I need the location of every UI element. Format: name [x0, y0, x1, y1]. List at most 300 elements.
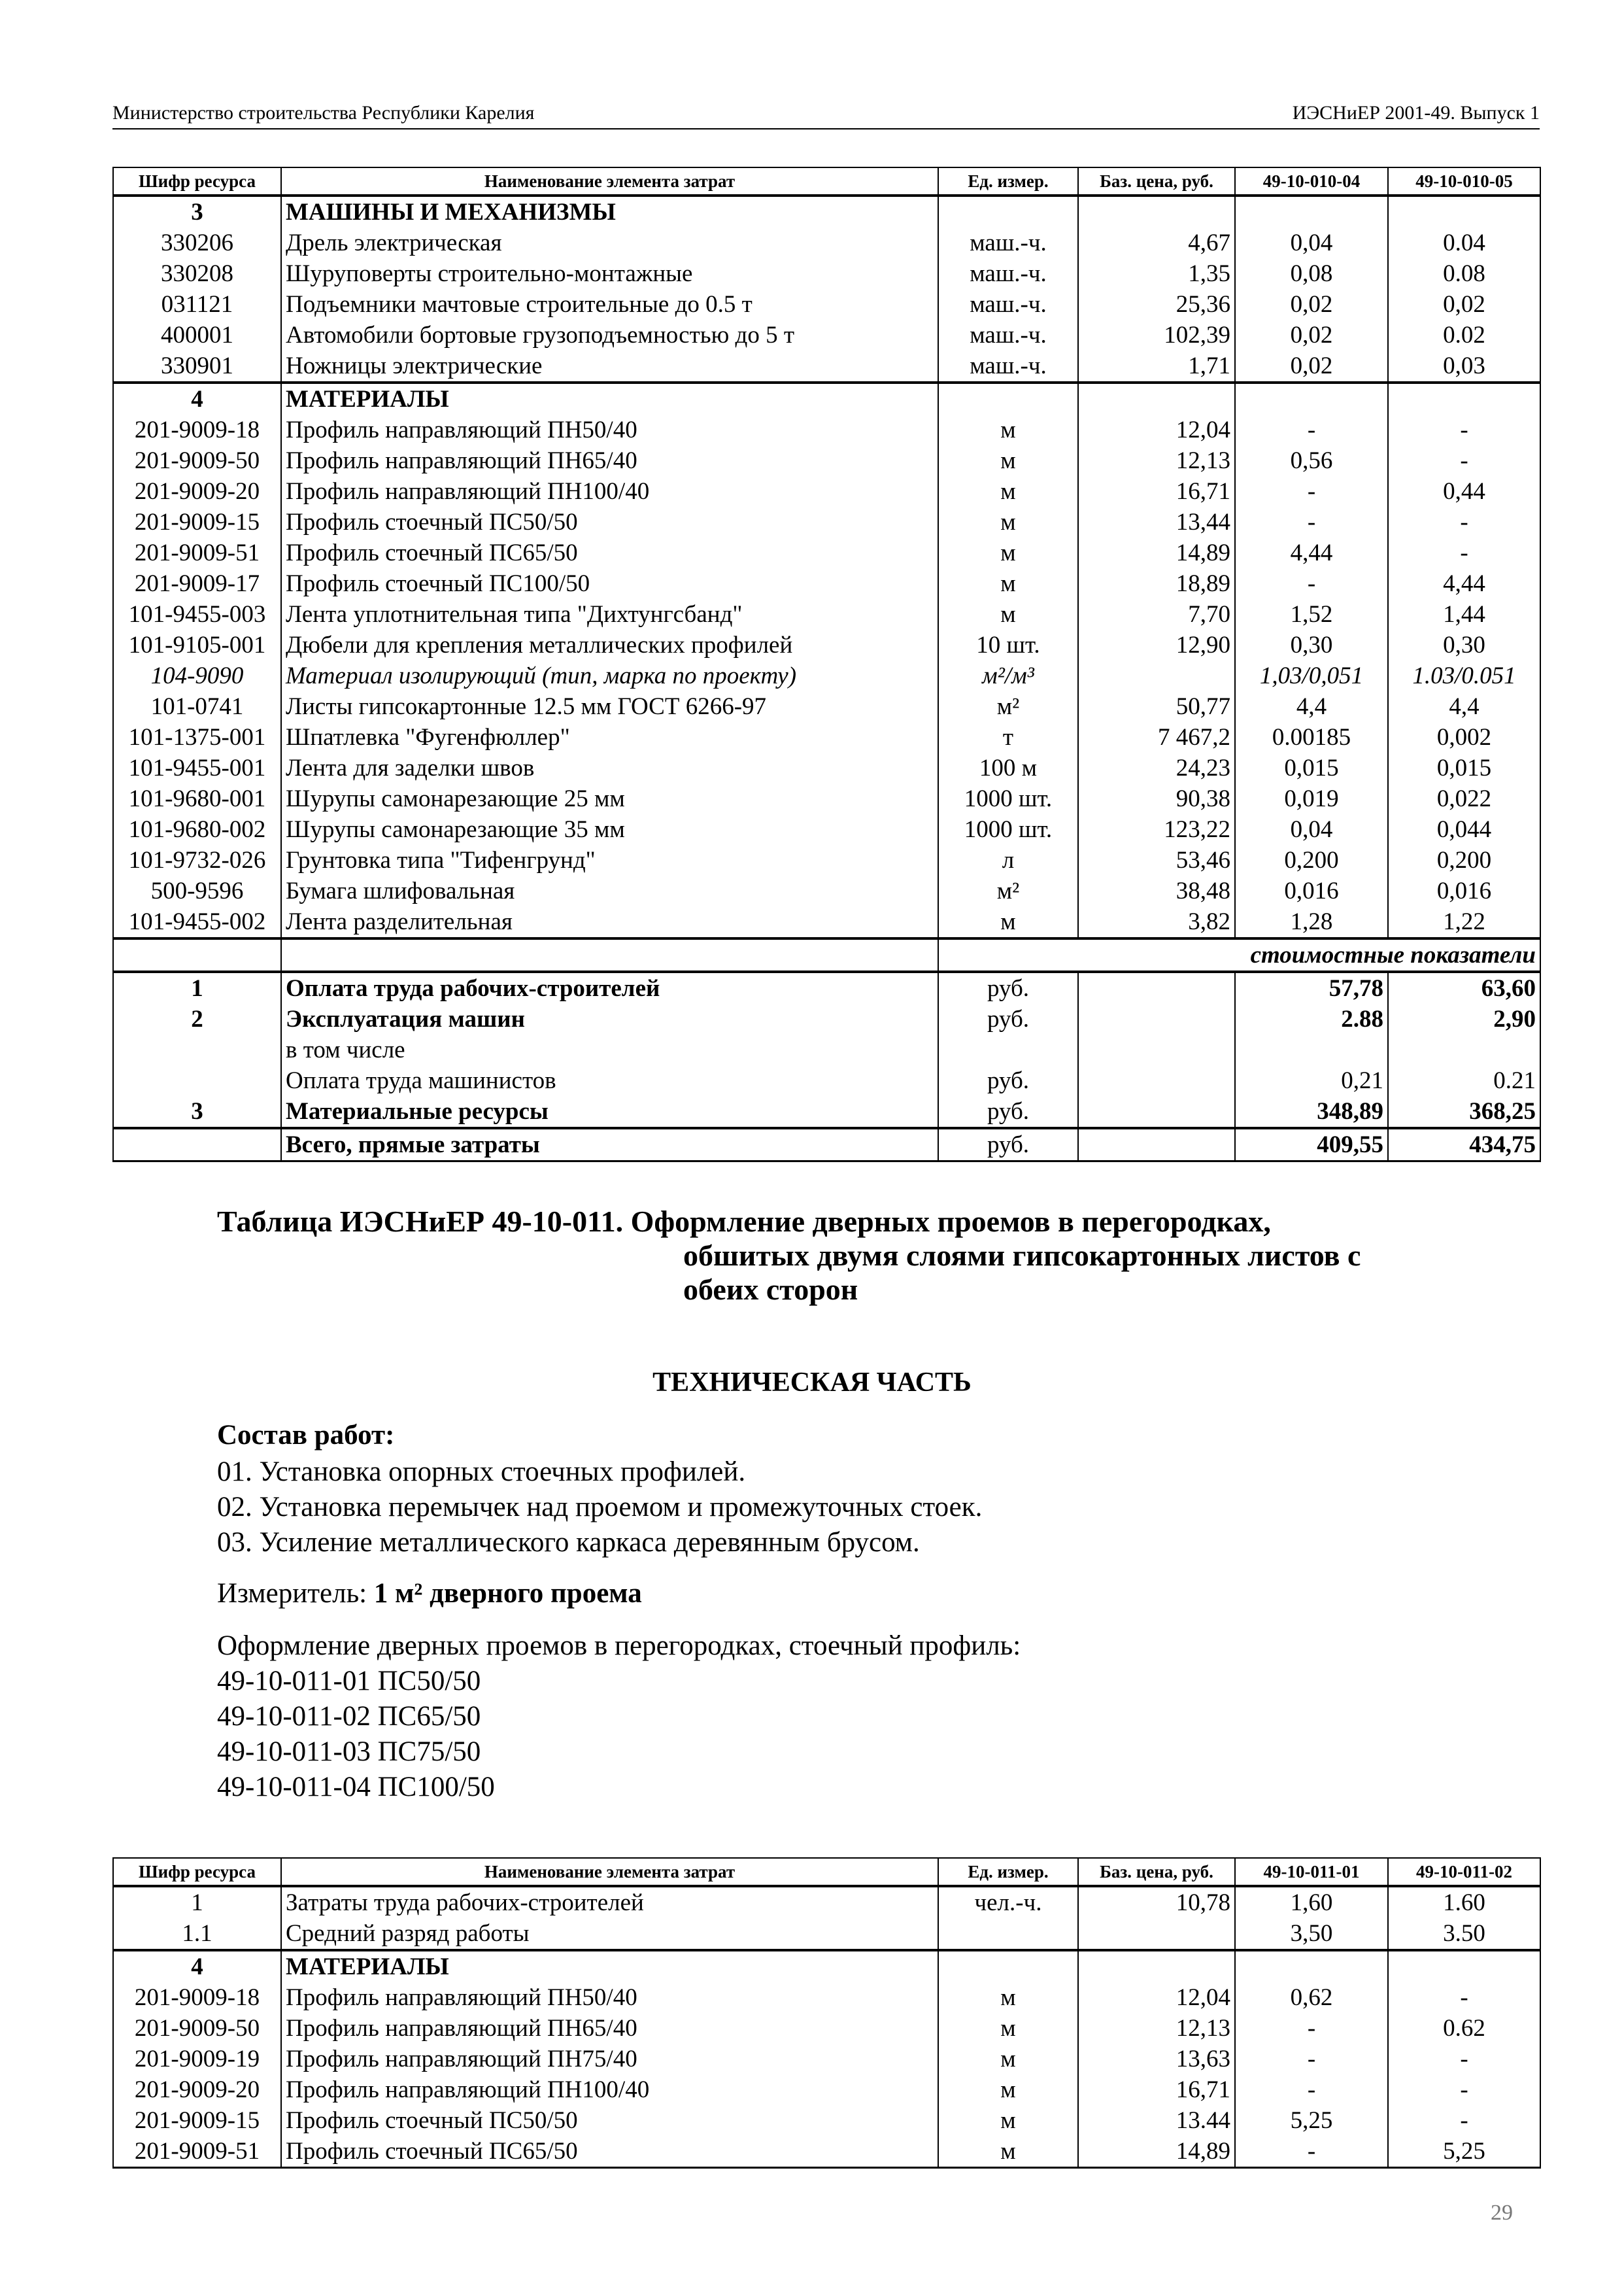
norm-value-2: 4,4 — [1388, 691, 1540, 722]
resource-code: 400001 — [113, 320, 281, 351]
resource-name: Профиль стоечный ПС50/50 — [281, 2105, 938, 2136]
resource-code: 101-0741 — [113, 691, 281, 722]
cost-value-1: 57,78 — [1235, 972, 1388, 1004]
base-price: 12,90 — [1078, 630, 1235, 661]
unit: м — [938, 507, 1078, 538]
column-header: Шифр ресурса — [113, 167, 281, 196]
norm-value-1: 0,016 — [1235, 876, 1388, 906]
resource-name: Бумага шлифовальная — [281, 876, 938, 906]
resource-code: 101-9455-003 — [113, 599, 281, 630]
empty-cell — [1078, 1065, 1235, 1096]
resource-name: Листы гипсокартонные 12.5 мм ГОСТ 6266-97 — [281, 691, 938, 722]
resource-name: Профиль направляющий ПН50/40 — [281, 1982, 938, 2013]
table-row — [113, 228, 1540, 258]
norm-value-1: 5,25 — [1235, 2105, 1388, 2136]
norm-value-2 — [1388, 383, 1540, 415]
table-row — [113, 661, 1540, 691]
cost-name: Эксплуатация машин — [281, 1004, 938, 1035]
table-row — [113, 1982, 1540, 2013]
resource-code: 201-9009-15 — [113, 2105, 281, 2136]
unit — [938, 1950, 1078, 1982]
table-row — [113, 320, 1540, 351]
cost-name: Оплата труда рабочих-строителей — [281, 972, 938, 1004]
norm-value-2: - — [1388, 2105, 1540, 2136]
unit: м²/м³ — [938, 661, 1078, 691]
table-row — [113, 2074, 1540, 2105]
cost-value-2: 63,60 — [1388, 972, 1540, 1004]
norm-value-2: 0.02 — [1388, 320, 1540, 351]
norm-value-2: 0,02 — [1388, 289, 1540, 320]
unit: руб. — [938, 1004, 1078, 1035]
resource-code: 4 — [113, 1950, 281, 1982]
empty-cell — [1078, 1004, 1235, 1035]
cost-value-1: 409,55 — [1235, 1128, 1388, 1161]
cost-code — [113, 1035, 281, 1065]
unit: м — [938, 538, 1078, 568]
norm-value-2: - — [1388, 507, 1540, 538]
norm-value-2: 0,022 — [1388, 783, 1540, 814]
resource-name: Профиль направляющий ПН50/40 — [281, 415, 938, 445]
resource-code: 201-9009-51 — [113, 538, 281, 568]
resource-name: МАТЕРИАЛЫ — [281, 383, 938, 415]
resource-table-49-10-010 — [112, 167, 1541, 1162]
base-price: 12,13 — [1078, 2013, 1235, 2044]
unit: 100 м — [938, 753, 1078, 783]
base-price: 10,78 — [1078, 1886, 1235, 1918]
norm-value-2: - — [1388, 2044, 1540, 2074]
cost-indicators-label: стоимостные показатели — [938, 938, 1540, 972]
norm-value-2: - — [1388, 2074, 1540, 2105]
cost-name: Всего, прямые затраты — [281, 1128, 938, 1161]
column-header: Ед. измер. — [938, 167, 1078, 196]
base-price: 12,04 — [1078, 415, 1235, 445]
empty-cell — [113, 938, 281, 972]
norm-value-1: 0,200 — [1235, 845, 1388, 876]
resource-table-49-10-011 — [112, 1857, 1541, 2169]
unit: м — [938, 2105, 1078, 2136]
cost-code: 3 — [113, 1096, 281, 1128]
unit: м — [938, 568, 1078, 599]
table-row — [113, 845, 1540, 876]
resource-name: Профиль стоечный ПС50/50 — [281, 507, 938, 538]
unit — [938, 1035, 1078, 1065]
norm-value-1: 0,62 — [1235, 1982, 1388, 2013]
section-row — [113, 1950, 1540, 1982]
resource-code: 1.1 — [113, 1918, 281, 1950]
norm-value-2: 0,002 — [1388, 722, 1540, 753]
resource-code: 101-9105-001 — [113, 630, 281, 661]
resource-name: Профиль направляющий ПН100/40 — [281, 476, 938, 507]
resource-name: Шурупы самонарезающие 35 мм — [281, 814, 938, 845]
meter-label: Измеритель: — [217, 1578, 367, 1609]
cost-value-1: 2.88 — [1235, 1004, 1388, 1035]
column-header: 49-10-011-01 — [1235, 1858, 1388, 1886]
variant-item: 49-10-011-02 ПС65/50 — [217, 1701, 481, 1732]
norm-value-1: - — [1235, 2074, 1388, 2105]
norm-value-2: 3.50 — [1388, 1918, 1540, 1950]
variants-intro: Оформление дверных проемов в перегородках, стоечный профиль: — [217, 1630, 1021, 1661]
norm-value-1: - — [1235, 507, 1388, 538]
base-price: 7 467,2 — [1078, 722, 1235, 753]
cost-code: 2 — [113, 1004, 281, 1035]
table-row — [113, 289, 1540, 320]
norm-value-2: 0,016 — [1388, 876, 1540, 906]
unit: маш.-ч. — [938, 289, 1078, 320]
norm-value-2: 0.04 — [1388, 228, 1540, 258]
table-row — [113, 1918, 1540, 1950]
empty-cell — [281, 938, 938, 972]
resource-name: Лента для заделки швов — [281, 753, 938, 783]
resource-name: Шурупы самонарезающие 25 мм — [281, 783, 938, 814]
base-price: 13.44 — [1078, 2105, 1235, 2136]
resource-name: Дюбели для крепления металлических профилей — [281, 630, 938, 661]
base-price: 90,38 — [1078, 783, 1235, 814]
header-divider — [112, 128, 1540, 129]
norm-value-2: 0.08 — [1388, 258, 1540, 289]
resource-name: Лента уплотнительная типа "Дихтунгсбанд" — [281, 599, 938, 630]
base-price: 16,71 — [1078, 476, 1235, 507]
norm-value-1: 1,60 — [1235, 1886, 1388, 1918]
technical-part-heading: ТЕХНИЧЕСКАЯ ЧАСТЬ — [652, 1367, 972, 1398]
table-row — [113, 415, 1540, 445]
resource-name: Профиль стоечный ПС65/50 — [281, 538, 938, 568]
cost-row — [113, 1035, 1540, 1065]
resource-code: 201-9009-19 — [113, 2044, 281, 2074]
table-title — [217, 1205, 1361, 1307]
base-price: 14,89 — [1078, 2136, 1235, 2168]
table-row — [113, 783, 1540, 814]
ministry-header: Министерство строительства Республики Карелия — [112, 102, 535, 124]
meter-value: 1 м² дверного проема — [373, 1578, 642, 1609]
base-price: 102,39 — [1078, 320, 1235, 351]
norm-value-1: - — [1235, 415, 1388, 445]
norm-value-2: 0,044 — [1388, 814, 1540, 845]
unit: чел.-ч. — [938, 1886, 1078, 1918]
empty-cell — [1078, 972, 1235, 1004]
cost-row — [113, 1128, 1540, 1161]
norm-value-1: 3,50 — [1235, 1918, 1388, 1950]
resource-code: 330901 — [113, 351, 281, 383]
norm-value-1 — [1235, 1950, 1388, 1982]
norm-value-1 — [1235, 383, 1388, 415]
norm-value-2: 1,44 — [1388, 599, 1540, 630]
base-price: 13,44 — [1078, 507, 1235, 538]
unit: м² — [938, 876, 1078, 906]
unit: руб. — [938, 1128, 1078, 1161]
unit: м — [938, 2074, 1078, 2105]
norm-value-1: 0,02 — [1235, 289, 1388, 320]
resource-code: 201-9009-18 — [113, 1982, 281, 2013]
column-header: Ед. измер. — [938, 1858, 1078, 1886]
section-row — [113, 383, 1540, 415]
resource-code: 201-9009-51 — [113, 2136, 281, 2168]
resource-name: Профиль направляющий ПН75/40 — [281, 2044, 938, 2074]
base-price: 1,71 — [1078, 351, 1235, 383]
norm-value-1: 1,28 — [1235, 906, 1388, 938]
norm-value-1: 0,019 — [1235, 783, 1388, 814]
table-row — [113, 691, 1540, 722]
resource-code: 101-1375-001 — [113, 722, 281, 753]
norm-value-1 — [1235, 196, 1388, 228]
resource-name: Ножницы электрические — [281, 351, 938, 383]
table-row — [113, 568, 1540, 599]
table-row — [113, 476, 1540, 507]
unit: л — [938, 845, 1078, 876]
table-row — [113, 2013, 1540, 2044]
norm-value-2: 4,44 — [1388, 568, 1540, 599]
base-price: 53,46 — [1078, 845, 1235, 876]
base-price — [1078, 196, 1235, 228]
cost-name: Материальные ресурсы — [281, 1096, 938, 1128]
table-row — [113, 753, 1540, 783]
norm-value-1: 0,30 — [1235, 630, 1388, 661]
table-row — [113, 906, 1540, 938]
resource-name: Грунтовка типа "Тифенгрунд" — [281, 845, 938, 876]
resource-name: Средний разряд работы — [281, 1918, 938, 1950]
resource-code: 330208 — [113, 258, 281, 289]
unit: маш.-ч. — [938, 258, 1078, 289]
resource-name: Подъемники мачтовые строительные до 0.5 т — [281, 289, 938, 320]
norm-value-1: 4,44 — [1235, 538, 1388, 568]
work-heading: Состав работ: — [217, 1420, 395, 1451]
resource-code: 330206 — [113, 228, 281, 258]
variant-item: 49-10-011-04 ПС100/50 — [217, 1772, 495, 1802]
cost-value-2: 368,25 — [1388, 1096, 1540, 1128]
norm-value-2: 1.03/0.051 — [1388, 661, 1540, 691]
norm-value-1: - — [1235, 568, 1388, 599]
norm-value-1: - — [1235, 476, 1388, 507]
base-price: 13,63 — [1078, 2044, 1235, 2074]
work-item: 02. Установка перемычек над проемом и промежуточных стоек. — [217, 1492, 983, 1522]
unit: руб. — [938, 1096, 1078, 1128]
norm-value-1: 1,03/0,051 — [1235, 661, 1388, 691]
unit — [938, 383, 1078, 415]
unit: м — [938, 476, 1078, 507]
column-header: Баз. цена, руб. — [1078, 167, 1235, 196]
variant-item: 49-10-011-01 ПС50/50 — [217, 1666, 481, 1696]
column-header: Баз. цена, руб. — [1078, 1858, 1235, 1886]
table-row — [113, 630, 1540, 661]
cost-value-2: 0.21 — [1388, 1065, 1540, 1096]
empty-cell — [1078, 1128, 1235, 1161]
unit: м — [938, 445, 1078, 476]
norm-value-1: 0,56 — [1235, 445, 1388, 476]
base-price — [1078, 661, 1235, 691]
unit: маш.-ч. — [938, 228, 1078, 258]
resource-code: 201-9009-20 — [113, 476, 281, 507]
norm-value-1: - — [1235, 2013, 1388, 2044]
norm-value-2: 1,22 — [1388, 906, 1540, 938]
table-row — [113, 2044, 1540, 2074]
table-row — [113, 876, 1540, 906]
resource-code: 201-9009-50 — [113, 445, 281, 476]
base-price — [1078, 1918, 1235, 1950]
column-header: 49-10-010-05 — [1388, 167, 1540, 196]
resource-code: 101-9680-001 — [113, 783, 281, 814]
norm-value-1: 1,52 — [1235, 599, 1388, 630]
resource-name: Затраты труда рабочих-строителей — [281, 1886, 938, 1918]
column-header: Шифр ресурса — [113, 1858, 281, 1886]
base-price: 16,71 — [1078, 2074, 1235, 2105]
resource-name: Лента разделительная — [281, 906, 938, 938]
cost-value-2: 2,90 — [1388, 1004, 1540, 1035]
cost-row — [113, 1096, 1540, 1128]
empty-cell — [1078, 1096, 1235, 1128]
unit — [938, 1918, 1078, 1950]
norm-value-2 — [1388, 196, 1540, 228]
resource-code: 3 — [113, 196, 281, 228]
cost-value-1: 348,89 — [1235, 1096, 1388, 1128]
column-header: 49-10-011-02 — [1388, 1858, 1540, 1886]
resource-code: 101-9455-001 — [113, 753, 281, 783]
norm-value-2: - — [1388, 415, 1540, 445]
table-row — [113, 351, 1540, 383]
resource-name: МАТЕРИАЛЫ — [281, 1950, 938, 1982]
norm-value-2: 0,015 — [1388, 753, 1540, 783]
unit: руб. — [938, 1065, 1078, 1096]
variant-item: 49-10-011-03 ПС75/50 — [217, 1736, 481, 1767]
resource-code: 201-9009-20 — [113, 2074, 281, 2105]
norm-value-2: 5,25 — [1388, 2136, 1540, 2168]
norm-value-2 — [1388, 1950, 1540, 1982]
work-item: 01. Установка опорных стоечных профилей. — [217, 1456, 746, 1487]
meter-line — [217, 1576, 642, 1611]
unit: м — [938, 2013, 1078, 2044]
table-row — [113, 1886, 1540, 1918]
resource-code: 201-9009-50 — [113, 2013, 281, 2044]
base-price: 7,70 — [1078, 599, 1235, 630]
resource-name: Шпатлевка "Фугенфюллер" — [281, 722, 938, 753]
norm-value-2: - — [1388, 538, 1540, 568]
cost-code: 1 — [113, 972, 281, 1004]
column-header: Наименование элемента затрат — [281, 167, 938, 196]
table-header-row — [113, 1858, 1540, 1886]
resource-name: Шуруповерты строительно-монтажные — [281, 258, 938, 289]
unit: м — [938, 1982, 1078, 2013]
norm-value-1: 0,02 — [1235, 351, 1388, 383]
resource-name: Профиль стоечный ПС100/50 — [281, 568, 938, 599]
resource-name: Профиль стоечный ПС65/50 — [281, 2136, 938, 2168]
title-line-1: Таблица ИЭСНиЕР 49-10-011. Оформление дверных проемов в перегородках, — [217, 1205, 1271, 1238]
title-line-3: обеих сторон — [683, 1273, 858, 1306]
unit: руб. — [938, 972, 1078, 1004]
base-price: 38,48 — [1078, 876, 1235, 906]
resource-code: 500-9596 — [113, 876, 281, 906]
cost-row — [113, 1065, 1540, 1096]
unit: м — [938, 2136, 1078, 2168]
work-item-list — [217, 1454, 982, 1560]
table-row — [113, 538, 1540, 568]
cost-name: Оплата труда машинистов — [281, 1065, 938, 1096]
base-price: 50,77 — [1078, 691, 1235, 722]
resource-code: 201-9009-18 — [113, 415, 281, 445]
unit: м — [938, 906, 1078, 938]
table-row — [113, 2136, 1540, 2168]
column-header: 49-10-010-04 — [1235, 167, 1388, 196]
unit: 10 шт. — [938, 630, 1078, 661]
table-row — [113, 507, 1540, 538]
base-price: 25,36 — [1078, 289, 1235, 320]
norm-value-2: 0.62 — [1388, 2013, 1540, 2044]
base-price: 123,22 — [1078, 814, 1235, 845]
table-row — [113, 258, 1540, 289]
unit: т — [938, 722, 1078, 753]
title-line-2: обшитых двумя слоями гипсокартонных листов с — [683, 1239, 1361, 1272]
resource-code: 031121 — [113, 289, 281, 320]
table-row — [113, 814, 1540, 845]
cost-code — [113, 1065, 281, 1096]
unit: м² — [938, 691, 1078, 722]
cost-code — [113, 1128, 281, 1161]
base-price: 18,89 — [1078, 568, 1235, 599]
resource-name: Материал изолирующий (тип, марка по проекту) — [281, 661, 938, 691]
norm-value-1: - — [1235, 2044, 1388, 2074]
table-row — [113, 599, 1540, 630]
unit: м — [938, 415, 1078, 445]
norm-value-1: 0,08 — [1235, 258, 1388, 289]
variants-block — [217, 1628, 1021, 1805]
norm-value-2: - — [1388, 445, 1540, 476]
resource-code: 101-9732-026 — [113, 845, 281, 876]
resource-name: МАШИНЫ И МЕХАНИЗМЫ — [281, 196, 938, 228]
base-price: 14,89 — [1078, 538, 1235, 568]
norm-value-2: - — [1388, 1982, 1540, 2013]
norm-value-2: 0,44 — [1388, 476, 1540, 507]
resource-code: 201-9009-15 — [113, 507, 281, 538]
base-price: 12,13 — [1078, 445, 1235, 476]
cost-row — [113, 972, 1540, 1004]
base-price: 4,67 — [1078, 228, 1235, 258]
page-number: 29 — [1491, 2201, 1513, 2225]
base-price: 24,23 — [1078, 753, 1235, 783]
cost-value-2 — [1388, 1035, 1540, 1065]
unit — [938, 196, 1078, 228]
unit: маш.-ч. — [938, 320, 1078, 351]
table-header-row — [113, 167, 1540, 196]
unit: м — [938, 599, 1078, 630]
unit: 1000 шт. — [938, 783, 1078, 814]
resource-code: 201-9009-17 — [113, 568, 281, 599]
cost-value-2: 434,75 — [1388, 1128, 1540, 1161]
norm-value-1: 0.00185 — [1235, 722, 1388, 753]
norm-value-2: 0,03 — [1388, 351, 1540, 383]
cost-value-1 — [1235, 1035, 1388, 1065]
norm-value-1: - — [1235, 2136, 1388, 2168]
resource-code: 101-9680-002 — [113, 814, 281, 845]
document-code-header: ИЭСНиЕР 2001-49. Выпуск 1 — [1292, 102, 1540, 124]
cost-label-row — [113, 938, 1540, 972]
work-item: 03. Усиление металлического каркаса деревянным брусом. — [217, 1527, 920, 1558]
resource-name: Дрель электрическая — [281, 228, 938, 258]
unit: 1000 шт. — [938, 814, 1078, 845]
norm-value-2: 0,30 — [1388, 630, 1540, 661]
base-price: 3,82 — [1078, 906, 1235, 938]
base-price: 1,35 — [1078, 258, 1235, 289]
unit: м — [938, 2044, 1078, 2074]
resource-code: 1 — [113, 1886, 281, 1918]
resource-name: Профиль направляющий ПН65/40 — [281, 445, 938, 476]
norm-value-1: 0,02 — [1235, 320, 1388, 351]
base-price: 12,04 — [1078, 1982, 1235, 2013]
base-price — [1078, 383, 1235, 415]
norm-value-2: 0,200 — [1388, 845, 1540, 876]
norm-value-1: 0,04 — [1235, 814, 1388, 845]
norm-value-2: 1.60 — [1388, 1886, 1540, 1918]
norm-value-1: 0,04 — [1235, 228, 1388, 258]
cost-name: в том числе — [281, 1035, 938, 1065]
norm-value-1: 4,4 — [1235, 691, 1388, 722]
section-row — [113, 196, 1540, 228]
